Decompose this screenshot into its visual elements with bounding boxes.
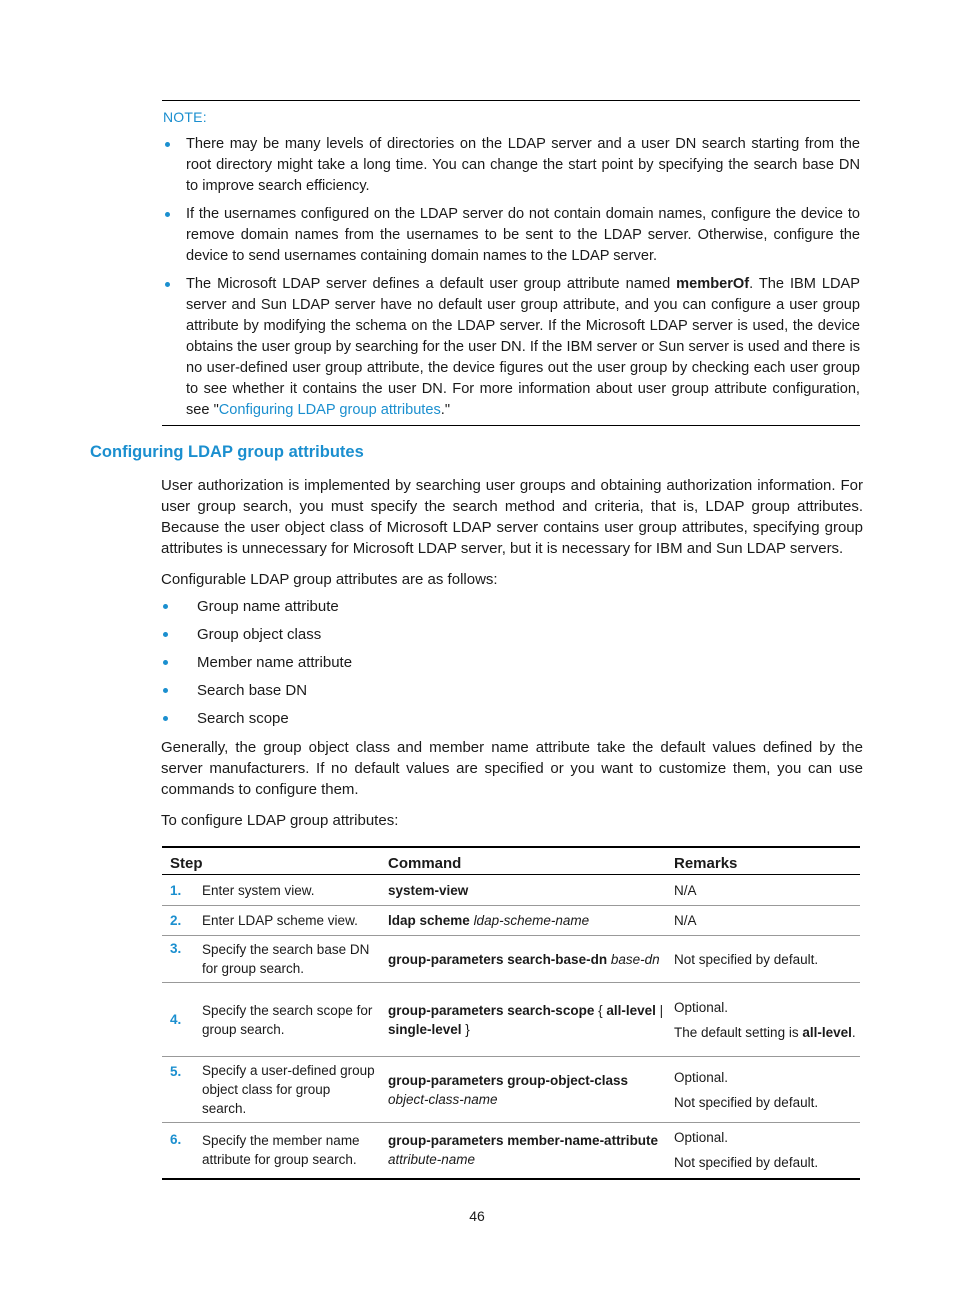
step-command	[376, 1057, 664, 1123]
step-remarks	[664, 1123, 860, 1179]
remark-text: Optional.	[674, 1130, 729, 1146]
note-title: NOTE:	[163, 109, 207, 125]
command-argument: attribute-name	[388, 1152, 476, 1168]
remark-text: Not specified by default.	[674, 951, 819, 967]
step-number: 2.	[162, 906, 194, 936]
step-number: 6.	[162, 1123, 194, 1179]
note-text: ."	[440, 402, 451, 418]
step-command	[376, 906, 664, 936]
step-description: Enter system view.	[194, 875, 376, 906]
note-item: If the usernames configured on the LDAP server do not contain domain names, configure the device to remove domain names from the usernames to be sent to the LDAP server. Otherwise, configure the device to send usernames containing domain names to the LDAP server.	[162, 204, 860, 267]
header-remarks: Remarks	[664, 847, 860, 875]
table-row	[162, 1057, 860, 1123]
step-description: Specify the search scope for group search.	[194, 983, 376, 1057]
command-argument: ldap-scheme-name	[473, 913, 590, 928]
remark-text: Optional.	[674, 1069, 729, 1085]
table-row	[162, 1123, 860, 1179]
note-item: There may be many levels of directories on the LDAP server and a user DN search starting from the root directory might take a long time. You can change the start point by specifying the search base DN to improve search efficiency.	[162, 134, 860, 197]
step-remarks	[664, 936, 860, 983]
header-command: Command	[376, 847, 664, 875]
command-keyword: group-parameters search-base-dn	[388, 951, 608, 967]
table-row	[162, 983, 860, 1057]
remark-text: N/A	[674, 913, 697, 928]
list-item: Group object class	[161, 624, 352, 652]
command-keyword: ldap scheme	[388, 913, 470, 928]
list-item: Group name attribute	[161, 596, 352, 624]
command-keyword: single-level	[388, 1021, 462, 1037]
step-command: group-parameters search-scope { all-level | single-level }	[376, 983, 664, 1057]
list-item: Member name attribute	[161, 652, 352, 680]
table-row	[162, 875, 860, 906]
note-text: The Microsoft LDAP server defines a default user group attribute named	[186, 276, 677, 292]
step-number: 1.	[162, 875, 194, 906]
section-heading: Configuring LDAP group attributes	[90, 443, 364, 461]
remark-text: N/A	[674, 882, 697, 898]
step-remarks	[664, 1057, 860, 1123]
step-number: 4.	[162, 983, 194, 1057]
config-steps-table	[162, 846, 860, 1180]
list-item: Search scope	[161, 708, 352, 736]
note-text: . The IBM LDAP server and Sun LDAP server have no default user group attribute, and you can configure a user group attribute by modifying the schema on the LDAP server. If the Microsoft LDAP server is used, the device obtains the user group by searching for the user DN. If the IBM server or Sun server is used and there is no user-defined user group attribute, the device figures out the user group by checking each user group to see whether it contains the user DN. For more information about user group attribute configuration, see "	[186, 276, 860, 418]
step-command	[376, 1123, 664, 1179]
remark-text: The default setting is	[674, 1024, 803, 1040]
note-bold-term: memberOf	[676, 276, 750, 292]
step-description: Specify the search base DN for group search.	[194, 936, 376, 983]
command-keyword: group-parameters group-object-class	[388, 1072, 629, 1088]
table-row	[162, 906, 860, 936]
list-item: Search base DN	[161, 680, 352, 708]
command-argument: base-dn	[610, 951, 660, 967]
command-keyword: system-view	[388, 882, 469, 898]
command-argument: object-class-name	[388, 1091, 498, 1107]
remark-bold-value: all-level	[802, 1024, 852, 1040]
remark-text: Not specified by default.	[674, 1155, 819, 1171]
paragraph-table-lead: To configure LDAP group attributes:	[161, 812, 399, 829]
table-header-row	[162, 847, 860, 875]
step-description: Enter LDAP scheme view.	[194, 906, 376, 936]
step-description: Specify a user-defined group object class for group search.	[194, 1057, 376, 1123]
remark-text	[674, 1023, 860, 1042]
step-number: 5.	[162, 1057, 194, 1123]
remark-text: Optional.	[674, 999, 729, 1015]
paragraph-list-lead: Configurable LDAP group attributes are as follows:	[161, 571, 498, 588]
remark-text: Not specified by default.	[674, 1094, 819, 1110]
paragraph-defaults: Generally, the group object class and member name attribute take the default values defined by the server manufacturers. If no default values are specified or you want to customize them, you can use commands to configure them.	[161, 739, 863, 798]
note-item	[162, 274, 860, 421]
attribute-list	[161, 596, 352, 736]
command-keyword: group-parameters member-name-attribute	[388, 1133, 659, 1149]
command-keyword: group-parameters search-scope	[388, 1002, 595, 1018]
command-keyword: all-level	[606, 1002, 656, 1018]
table-row	[162, 936, 860, 983]
header-step: Step	[162, 847, 376, 875]
remark-text: .	[851, 1024, 856, 1040]
paragraph-intro: User authorization is implemented by searching user groups and obtaining authorization information. For user group search, you must specify the search method and criteria, that is, LDAP group attributes. Because the user object class of Microsoft LDAP server contains user group attributes, specifying group attributes is unnecessary for Microsoft LDAP server, but it is necessary for IBM and Sun LDAP servers.	[161, 477, 863, 557]
cross-reference-link[interactable]: Configuring LDAP group attributes	[218, 402, 441, 418]
note-list	[162, 134, 860, 421]
step-description: Specify the member name attribute for group search.	[194, 1123, 376, 1179]
page-number: 46	[469, 1208, 485, 1224]
step-remarks	[664, 906, 860, 936]
step-command	[376, 936, 664, 983]
note-box	[162, 100, 860, 426]
step-command	[376, 875, 664, 906]
step-remarks	[664, 983, 860, 1057]
step-remarks	[664, 875, 860, 906]
step-number: 3.	[162, 936, 194, 983]
